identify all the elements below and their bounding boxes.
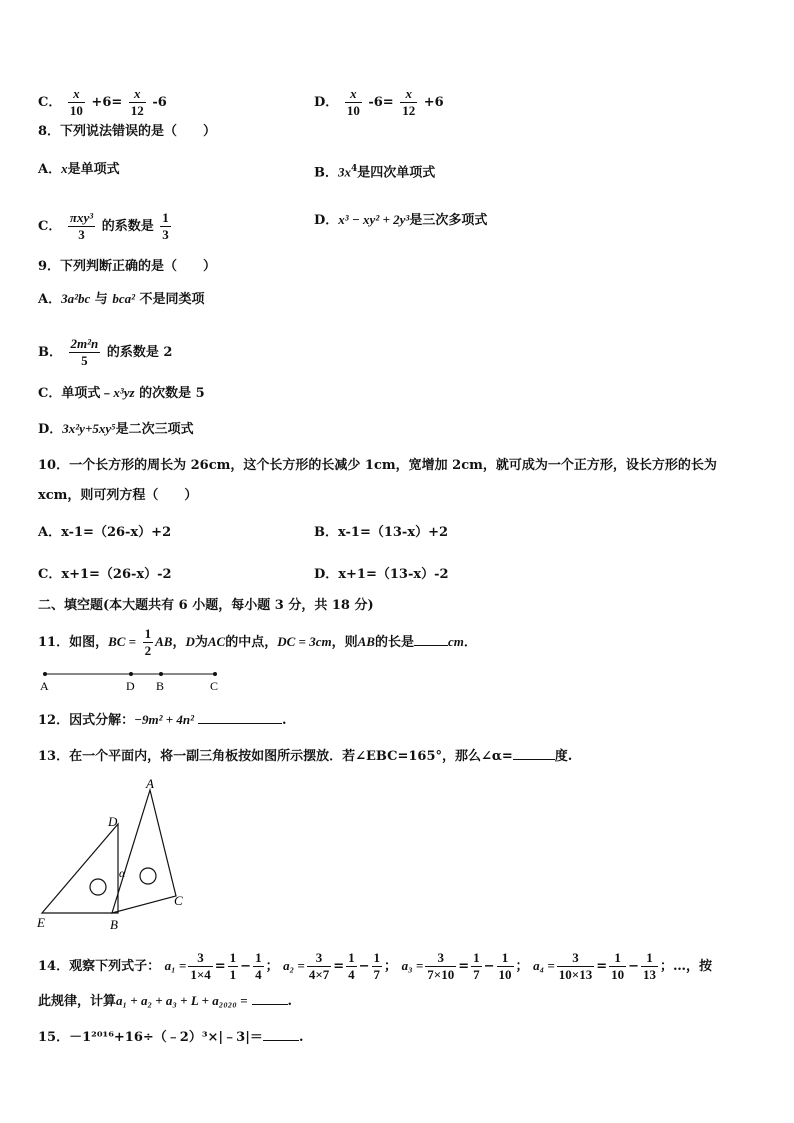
- point-d: [129, 672, 133, 676]
- point-b: [159, 672, 163, 676]
- q9-option-b: B． $\frac{\text{2m²n}}{5}$ 的系数是 2: [38, 336, 173, 368]
- q12-stem: 12．因式分解：−9m² + 4n² .: [38, 712, 287, 728]
- sequence-term: a₃ = $\frac{3}{7\times 10}$ = $\frac{1}{7}$ − $\frac{1}{10}$ ；: [401, 950, 529, 982]
- fraction: $\frac{1}{2}$: [144, 626, 152, 658]
- q13-stem: 13．在一个平面内，将一副三角板按如图所示摆放．若∠EBC=165°，那么∠α= 度.: [38, 749, 573, 764]
- q8-stem: 8．下列说法错误的是（ ）: [38, 124, 217, 139]
- fraction: $\frac{x}{10}$: [69, 86, 83, 118]
- answer-blank[interactable]: [263, 1040, 299, 1041]
- q13-triangle-figure: [32, 774, 202, 934]
- label-a: A: [146, 776, 154, 791]
- triangle-hole: [90, 879, 106, 895]
- label-c: C: [210, 679, 219, 693]
- q8-option-d: D．x³ − xy² + 2y³是三次多项式: [314, 212, 488, 228]
- q11-segment-figure: [30, 664, 230, 696]
- q7-option-c: C． $\frac{x}{10}$ +6= $\frac{x}{12}$ -6: [38, 86, 167, 118]
- q9-option-d: D．3x²y+5xy⁵是二次三项式: [38, 421, 194, 437]
- triangle-hole: [140, 868, 156, 884]
- label-alpha: α: [119, 866, 126, 880]
- q8-option-b: B．$3x^4$是四次单项式: [314, 164, 436, 181]
- label-c: C: [174, 893, 183, 908]
- q9-option-a: A．3a²bc 与 bca² 不是同类项: [38, 291, 205, 307]
- q8-option-a: A．x是单项式: [38, 161, 120, 177]
- q10-stem-line2: xcm，则可列方程（ ）: [38, 488, 198, 503]
- fraction: $\frac{x}{12}$: [130, 86, 144, 118]
- q14-stem-line2: 此规律，计算a₁ + a₂ + a₃ + L + a₂₀₂₀ = .: [38, 993, 293, 1009]
- label-b: B: [110, 917, 118, 932]
- q9-option-c: C．单项式﹣x³yz 的次数是 5: [38, 385, 205, 401]
- q7-option-d: D． $\frac{x}{10}$ -6= $\frac{x}{12}$ +6: [314, 86, 444, 118]
- label-d: D: [126, 679, 135, 693]
- label-b: B: [156, 679, 165, 693]
- q11-stem: 11．如图，BC = $\frac{1}{2}$ AB，D为AC的中点，DC = 3cm，则AB的长是 cm．: [38, 626, 477, 658]
- point-a: [43, 672, 47, 676]
- fraction: $\frac{\text{πxy³}}{3}$: [69, 210, 94, 242]
- answer-blank[interactable]: [252, 1004, 288, 1005]
- q10-stem-line1: 10．一个长方形的周长为 26cm，这个长方形的长减少 1cm，宽增加 2cm，就可成为一个正方形，设长方形的长为: [38, 458, 717, 473]
- q10-option-d: D．x+1=（13-x）-2: [314, 567, 449, 582]
- fraction: $\frac{\text{2m²n}}{5}$: [70, 336, 99, 368]
- triangle-abc: [112, 790, 176, 913]
- label-d: D: [108, 814, 118, 829]
- q10-option-c: C．x+1=（26-x）-2: [38, 567, 172, 582]
- point-c: [213, 672, 217, 676]
- q14-stem: 14．观察下列式子： a₁ = $\frac{3}{1\times 4}$ = $\frac{1}{1}$ − $\frac{1}{4}$ ； a₂ = $\frac{3}{4\times 7}$ = $\frac{1}{4}$ − $\frac{1}{7}$ ； a₃ = $\frac{3}{7\times 10}$ = $\frac{1}{7}$ − $\frac{1}{10}$ ； a₄ = $\frac{3}{10\times 13}$ = $\frac{1}{10}$ − $\frac{1}{13}$ ；…，按: [38, 950, 713, 982]
- sequence-term: a₂ = $\frac{3}{4\times 7}$ = $\frac{1}{4}$ − $\frac{1}{7}$ ；: [283, 950, 398, 982]
- fraction: $\frac{x}{12}$: [402, 86, 416, 118]
- fraction: $\frac{x}{10}$: [346, 86, 360, 118]
- label-a: A: [40, 679, 49, 693]
- answer-blank[interactable]: [414, 645, 448, 646]
- answer-blank[interactable]: [198, 723, 282, 724]
- q10-option-b: B．x-1=（13-x）+2: [314, 525, 449, 540]
- label-e: E: [37, 915, 45, 930]
- sequence-term: a₁ = $\frac{3}{1\times 4}$ = $\frac{1}{1}$ − $\frac{1}{4}$ ；: [164, 950, 279, 982]
- section-heading: 二、填空题(本大题共有 6 小题，每小题 3 分，共 18 分): [38, 598, 374, 613]
- answer-blank[interactable]: [513, 759, 555, 760]
- fraction: $\frac{1}{3}$: [162, 210, 169, 242]
- triangle-deb: [42, 824, 118, 913]
- q10-option-a: A．x-1=（26-x）+2: [38, 525, 172, 540]
- q8-option-c: C． $\frac{\text{πxy³}}{3}$ 的系数是 $\frac{1}{3}$: [38, 210, 169, 242]
- q15-stem: 15．－1²⁰¹⁶+16÷（﹣2）³×|﹣3|＝ .: [38, 1030, 304, 1045]
- sequence-term: a₄ = $\frac{3}{10\times 13}$ = $\frac{1}{10}$ − $\frac{1}{13}$: [533, 950, 657, 982]
- q9-stem: 9．下列判断正确的是（ ）: [38, 259, 217, 274]
